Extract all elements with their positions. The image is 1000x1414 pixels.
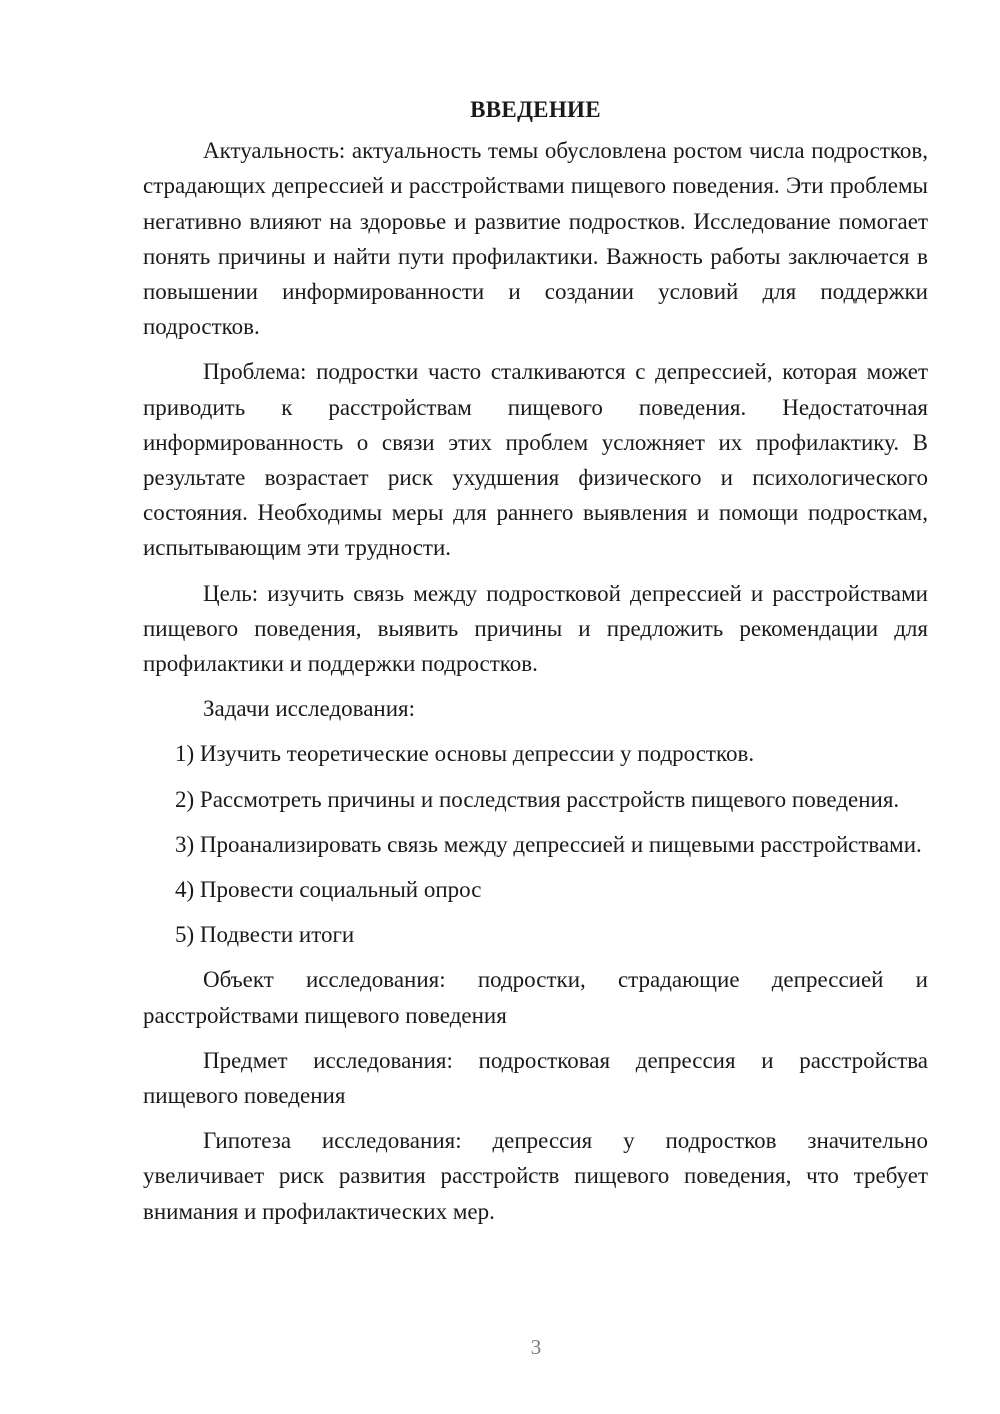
object-paragraph: Объект исследования: подростки, страдающие депрессией и расстройствами пищевого поведения bbox=[143, 967, 928, 1028]
subject-paragraph: Предмет исследования: подростковая депрессия и расстройства пищевого поведения bbox=[143, 1047, 928, 1109]
page-title: ВВЕДЕНИЕ bbox=[470, 97, 601, 122]
tasks-heading: Задачи исследования: bbox=[203, 696, 416, 722]
document-body bbox=[143, 92, 928, 1239]
task-item: 3) Проанализировать связь между депрессией и пищевыми расстройствами. bbox=[175, 831, 922, 857]
task-item: 5) Подвести итоги bbox=[175, 922, 355, 948]
problem-paragraph: Проблема: подростки часто сталкиваются с депрессией, которая может приводить к расстройствам пищевого поведения. Недостаточная информированность о связи этих проблем усложняет их профилактику. В результате возрастает риск ухудшения физического и психологического состояния. Необходимы меры для раннего выявления и помощи подросткам, испытывающим эти трудности. bbox=[143, 359, 928, 561]
hypothesis-paragraph: Гипотеза исследования: депрессия у подростков значительно увеличивает риск развития расстройств пищевого поведения, что требует внимания и профилактических мер. bbox=[143, 1128, 928, 1224]
task-item: 1) Изучить теоретические основы депрессии у подростков. bbox=[175, 741, 755, 767]
task-item: 4) Провести социальный опрос bbox=[175, 877, 482, 903]
goal-paragraph: Цель: изучить связь между подростковой депрессией и расстройствами пищевого поведения, выявить причины и предложить рекомендации для профилактики и поддержки подростков. bbox=[143, 580, 928, 677]
relevance-paragraph: Актуальность: актуальность темы обусловлена ростом числа подростков, страдающих депрессией и расстройствами пищевого поведения. Эти проблемы негативно влияют на здоровье и развитие подростков. Исследование помогает понять причины и найти пути профилактики. Важность работы заключается в повышении информированности и создании условий для поддержки подростков. bbox=[143, 138, 928, 340]
page-number: 3 bbox=[530, 1335, 542, 1359]
task-item: 2) Рассмотреть причины и последствия расстройств пищевого поведения. bbox=[175, 786, 900, 812]
